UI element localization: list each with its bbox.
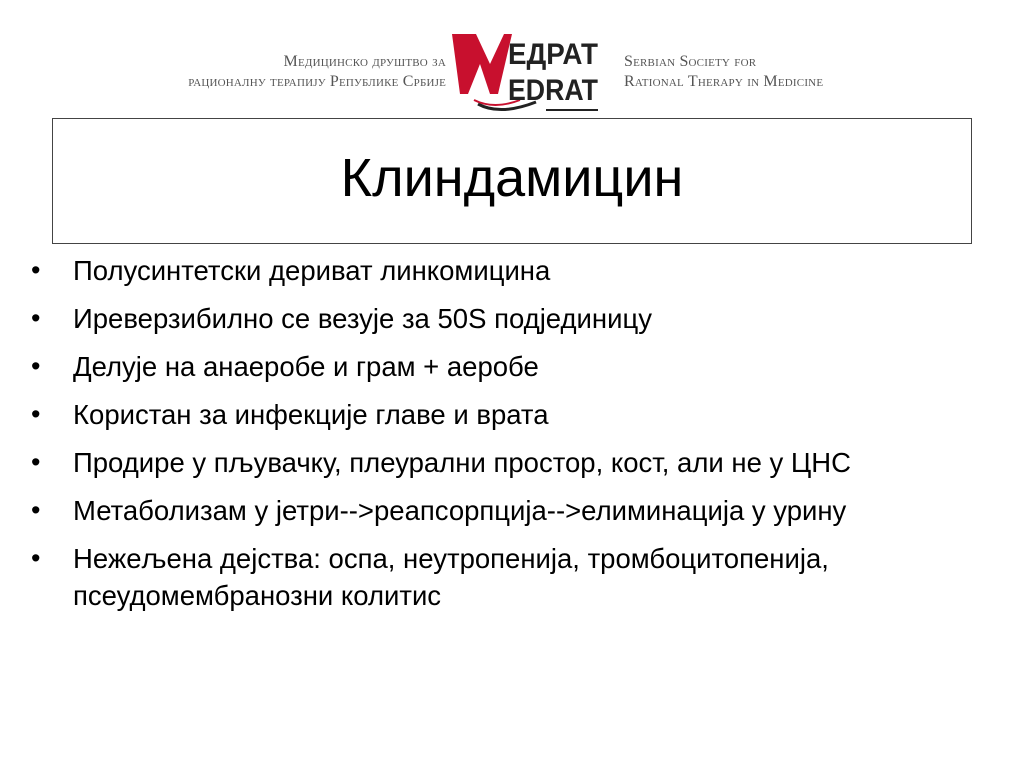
- bullet-item: [0, 396, 1024, 433]
- bullet-dot: •: [31, 399, 41, 429]
- bullet-dot: •: [31, 447, 41, 477]
- bullet-text: Користан за инфекције главе и врата: [73, 399, 549, 430]
- bullet-text: Метаболизам у јетри-->реапсорпција-->елиминација у урину: [73, 495, 847, 526]
- bullet-item: [0, 348, 1024, 385]
- bullet-item: [0, 444, 1024, 481]
- bullet-text: Нежељена дејства: оспа, неутропенија, тромбоцитопенија, псеудомембранозни колитис: [73, 543, 829, 611]
- bullet-text: Продире у пљувачку, плеурални простор, кост, али не у ЦНС: [73, 447, 851, 478]
- org-name-english-line2: Rational Therapy in Medicine: [624, 73, 824, 90]
- bullet-text: Делује на анаеробе и грам + аеробе: [73, 351, 539, 382]
- bullet-item: [0, 492, 1024, 529]
- org-name-serbian-line1: Медицинско друштво за: [283, 53, 446, 70]
- logo-m-shape: [452, 34, 512, 94]
- slide-header: [0, 0, 1024, 118]
- bullet-list: [0, 252, 1024, 625]
- org-name-english-line1: Serbian Society for: [624, 53, 757, 70]
- bullet-dot: •: [31, 351, 41, 381]
- bullet-dot: •: [31, 543, 41, 573]
- bullet-dot: •: [31, 255, 41, 285]
- slide-title: Клиндамицин: [340, 148, 684, 208]
- logo-text-bottom: EDRAT: [508, 74, 598, 107]
- title-box: [52, 118, 972, 244]
- bullet-dot: •: [31, 303, 41, 333]
- logo-text-top: ЕДРАТ: [508, 38, 598, 71]
- bullet-item: [0, 300, 1024, 337]
- org-name-serbian: [188, 52, 446, 92]
- org-name-english: [624, 52, 823, 92]
- bullet-text: Полусинтетски дериват линкомицина: [73, 255, 551, 286]
- bullet-dot: •: [31, 495, 41, 525]
- bullet-item: [0, 252, 1024, 289]
- org-name-serbian-line2: рационалну терапију Републике Србије: [188, 73, 446, 90]
- bullet-item: [0, 540, 1024, 614]
- bullet-text: Иреверзибилно се везује за 50S подјединицу: [73, 303, 652, 334]
- medrat-logo: [450, 30, 602, 114]
